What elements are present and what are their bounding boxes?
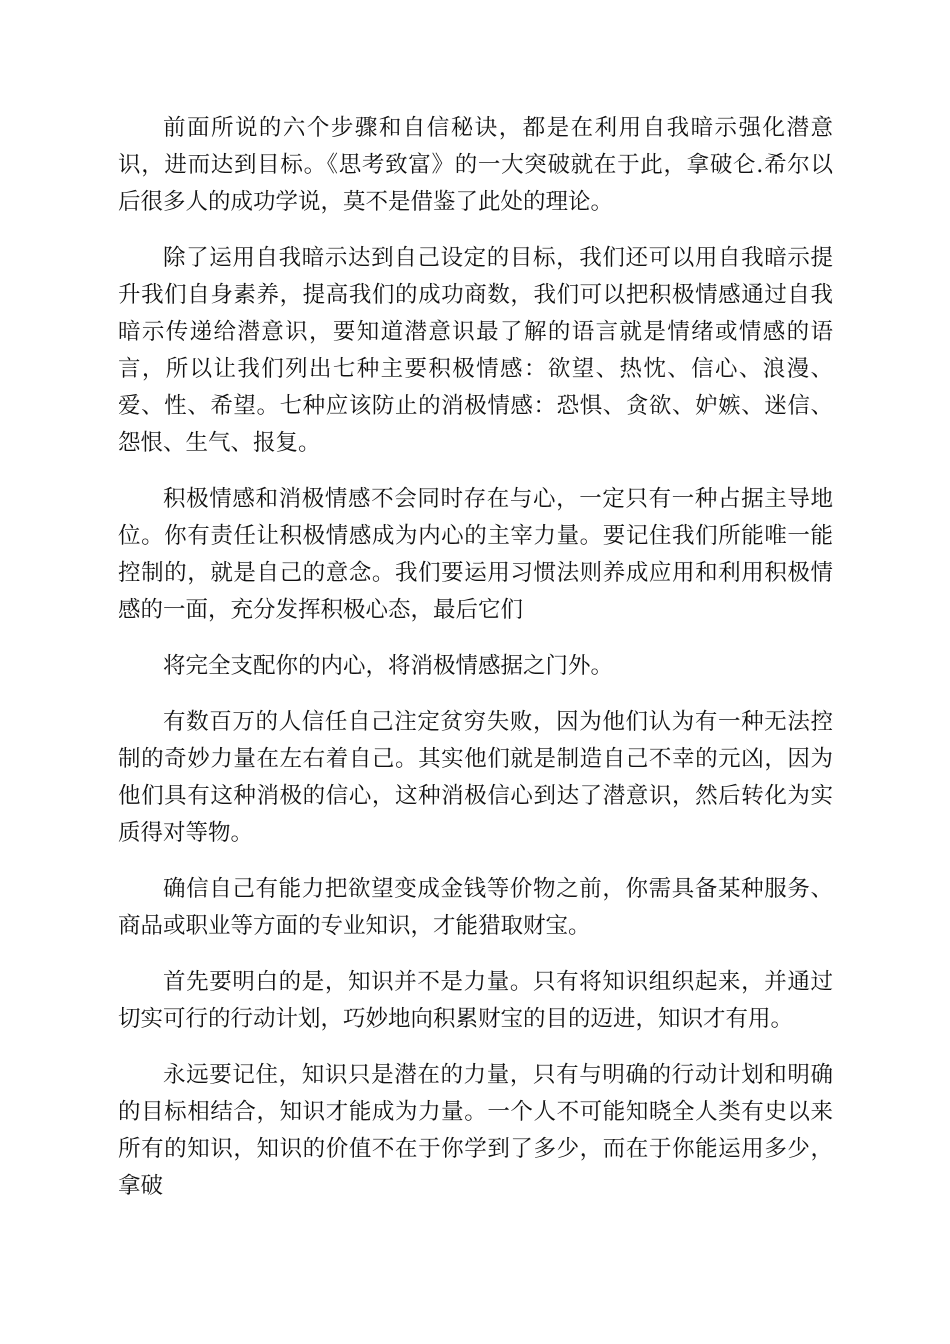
paragraph-1: 前面所说的六个步骤和自信秘诀，都是在利用自我暗示强化潜意识，进而达到目标。《思考致富》的一大突破就在于此，拿破仑.希尔以后很多人的成功学说，莫不是借鉴了此处的理论。 bbox=[118, 115, 833, 215]
paragraph-4: 将完全支配你的内心，将消极情感据之门外。 bbox=[163, 653, 614, 679]
paragraph-7: 首先要明白的是，知识并不是力量。只有将知识组织起来，并通过切实可行的行动计划，巧妙地向积累财宝的目的迈进，知识才有用。 bbox=[118, 969, 833, 1032]
paragraph-5: 有数百万的人信任自己注定贫穷失败，因为他们认为有一种无法控制的奇妙力量在左右着自己。其实他们就是制造自己不幸的元凶，因为他们具有这种消极的信心，这种消极信心到达了潜意识，然后转化为实质得对等物。 bbox=[118, 709, 833, 846]
document-body bbox=[118, 110, 833, 1224]
paragraph-3: 积极情感和消极情感不会同时存在与心，一定只有一种占据主导地位。你有责任让积极情感成为内心的主宰力量。要记住我们所能唯一能控制的，就是自己的意念。我们要运用习惯法则养成应用和利用积极情感的一面，充分发挥积极心态，最后它们 bbox=[118, 486, 833, 623]
paragraph-8: 永远要记住，知识只是潜在的力量，只有与明确的行动计划和明确的目标相结合，知识才能成为力量。一个人不可能知晓全人类有史以来所有的知识，知识的价值不在于你学到了多少，而在于你能运用多少，拿破 bbox=[118, 1062, 833, 1199]
paragraph-2: 除了运用自我暗示达到自己设定的目标，我们还可以用自我暗示提升我们自身素养，提高我们的成功商数，我们可以把积极情感通过自我暗示传递给潜意识，要知道潜意识最了解的语言就是情绪或情感的语言，所以让我们列出七种主要积极情感：欲望、热忱、信心、浪漫、爱、性、希望。七种应该防止的消极情感：恐惧、贪欲、妒嫉、迷信、怨恨、生气、报复。 bbox=[118, 245, 833, 456]
paragraph-6: 确信自己有能力把欲望变成金钱等价物之前，你需具备某种服务、商品或职业等方面的专业知识，才能猎取财宝。 bbox=[118, 876, 833, 939]
